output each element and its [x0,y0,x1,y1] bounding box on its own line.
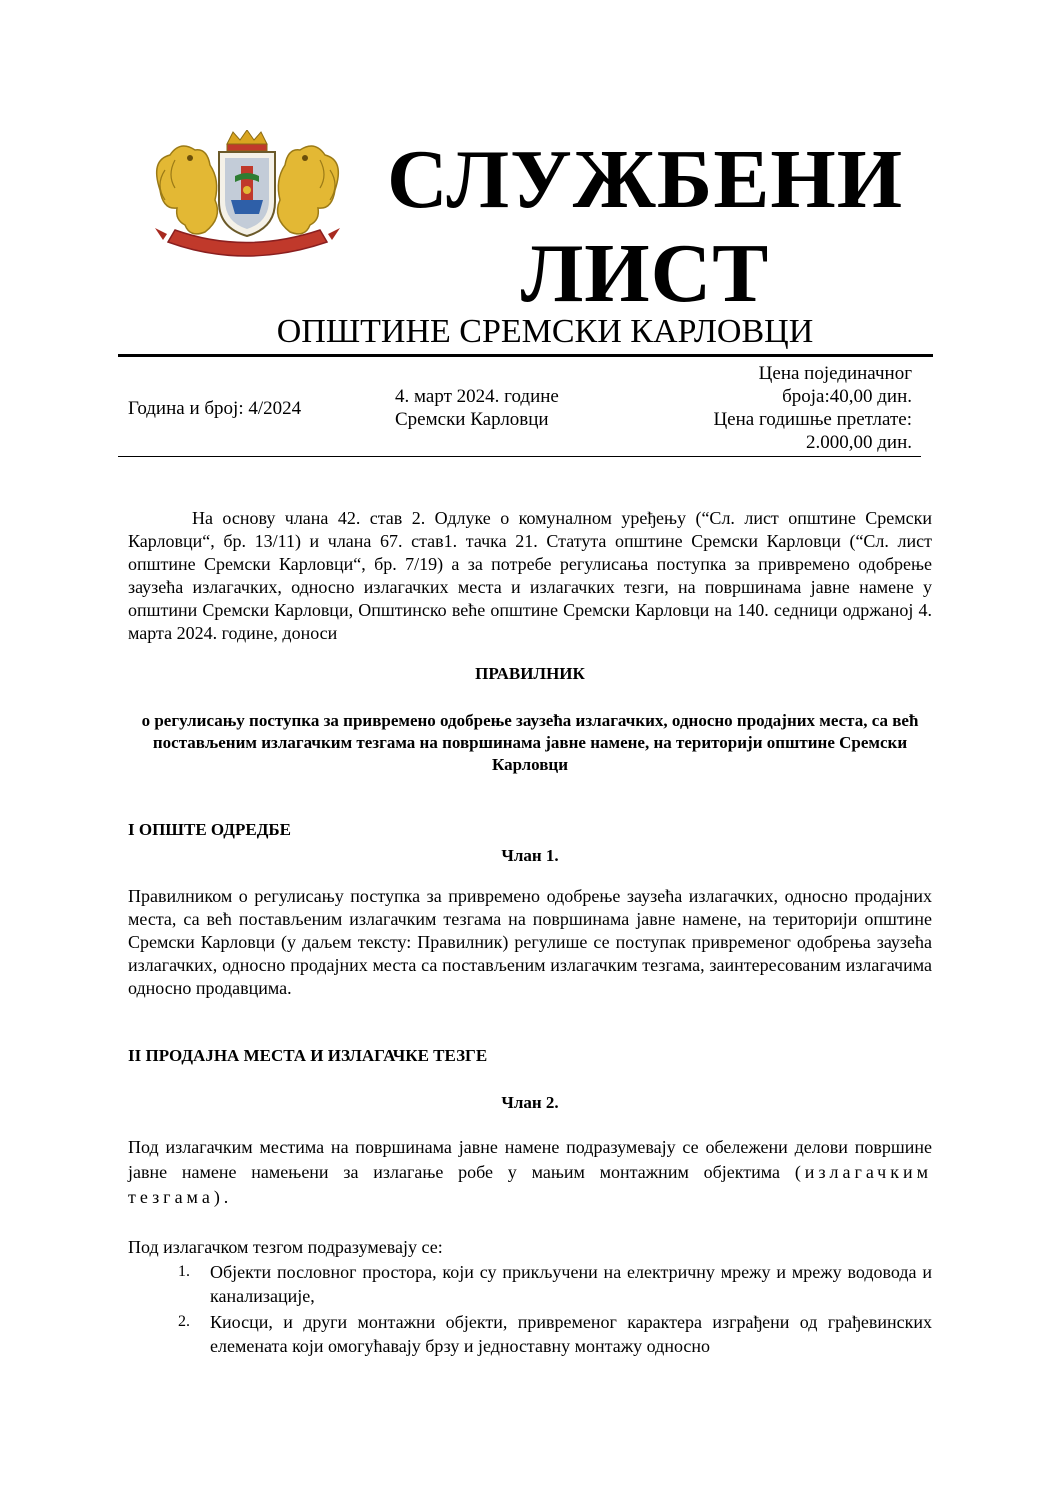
issue-date: 4. март 2024. године [395,386,559,407]
list-item: Објекти пословног простора, који су прикључени на електричну мрежу и мрежу водовода и канализације, [210,1262,932,1306]
coat-of-arms-icon [145,130,350,265]
document-subtitle: о регулисању поступка за привремено одобрење заузећа излагачких, односно продајних места, са већ постављеним излагачким тезгама на површинама јавне намене, на територији општине Сремски Карловци [141,711,919,774]
price-block [640,362,912,454]
article-text [128,1135,932,1210]
masthead-title-line-1: СЛУЖБЕНИ [386,133,904,226]
price-line: Цена појединачног [758,363,912,384]
list-intro: Под излагачком тезгом подразумевају се: [128,1237,443,1257]
list-item-number: 2. [178,1313,190,1330]
article-heading: Члан 1. [501,846,559,865]
masthead-subtitle: ОПШТИНЕ СРЕМСКИ КАРЛОВЦИ [276,313,814,350]
price-line: Цена годишње претлате: [713,409,912,430]
section-heading: II ПРОДАЈНА МЕСТА И ИЗЛАГАЧКЕ ТЕЗГЕ [128,1046,488,1065]
intro-paragraph: На основу члана 42. став 2. Одлуке о комуналном уређењу (“Сл. лист општине Сремски Карловци“, бр. 13/11) и члана 67. став1. тачка 21. Статута општине Сремски Карловци (“Сл. лист општине Сремски Карловци“, бр. 7/19) а за потребе регулисања поступка за привремено одобрење заузећа излагачких, односно излагачких места и излагачких тезги, на површинама јавне намене у општини Сремски Карловци, Општинско веће општине Сремски Карловци на 140. седници одржаној 4. марта 2024. године, доноси [128,508,932,643]
price-line: броја:40,00 дин. [782,386,912,407]
list-item-number: 1. [178,1263,190,1280]
section-heading: I ОПШТЕ ОДРЕДБЕ [128,820,291,839]
article-text: Правилником о регулисању поступка за привремено одобрење заузећа излагачких, односно продајних места, са већ постављеним излагачким тезгама на површинама јавне намене, на територији општине Сремски Карловци (у даљем тексту: Правилник) регулише се поступак привременог одобрења заузећа излагачких, односно продајних места са постављеним излагачким тезгама, заинтересованим излагачима односно продавцима. [128,886,932,998]
article-heading: Члан 2. [501,1093,559,1112]
document-title: ПРАВИЛНИК [475,664,585,683]
article-text-spaced: (излагачким тезгама). [128,1162,932,1207]
price-line: 2.000,00 дин. [805,432,912,453]
header-divider [118,354,933,357]
masthead-title-line-2: ЛИСТ [520,227,770,320]
issue-place: Сремски Карловци [395,409,549,430]
issue-number: Година и број: 4/2024 [128,398,302,419]
article-text-main: Под излагачким местима на површинама јавне намене подразумевају се обележени делови површине јавне намене намењени за излагање робе у мањим монтажним објектима [128,1137,932,1182]
info-divider [118,456,921,457]
list-item: Киосци, и други монтажни објекти, привременог карактера изграђени од грађевинских елемената који омогућавају брзу и једноставну монтажу односно [210,1312,932,1356]
